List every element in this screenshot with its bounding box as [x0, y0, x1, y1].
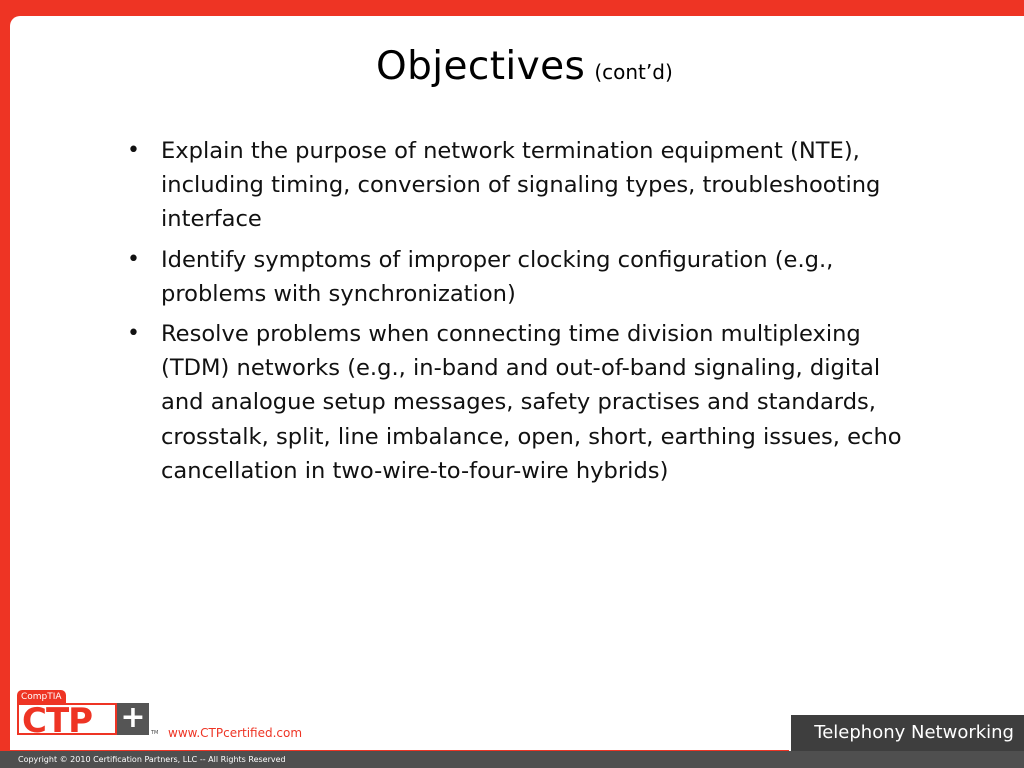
plus-icon: + [117, 703, 149, 735]
ctp-logo-box [17, 701, 117, 741]
bullet-text: Resolve problems when connecting time division multiplexing (TDM) networks (e.g., in-band and out-of-band signaling, digital and analogue setup messages, safety practises and standards, crosstalk, split, line imbalance, open, short, earthing issues, echo cancellation in two-wire-to-four-wire hybrids) [161, 321, 902, 484]
bullet-list [118, 134, 918, 494]
copyright-footer: Copyright © 2010 Certification Partners, LLC -- All Rights Reserved [0, 751, 1024, 768]
ctp-logo-text: CTP [22, 701, 93, 741]
bullet-item [118, 243, 918, 311]
bullet-icon: • [127, 321, 140, 347]
bullet-text: Explain the purpose of network termination equipment (NTE), including timing, conversion of signaling types, troubleshooting interface [161, 138, 881, 233]
ctp-logo [17, 690, 159, 744]
bullet-icon: • [127, 138, 140, 163]
trademark-mark: TM [151, 730, 159, 736]
bullet-text: Identify symptoms of improper clocking configuration (e.g., problems with synchronization) [161, 246, 834, 307]
topic-label: Telephony Networking [789, 715, 1024, 751]
title-main: Objectives [376, 44, 586, 89]
website-link[interactable]: www.CTPcertified.com [168, 726, 303, 740]
bullet-icon: • [127, 246, 140, 272]
slide-title [376, 44, 1016, 89]
bullet-item [118, 134, 918, 237]
bullet-item [118, 317, 918, 488]
title-suffix: (cont’d) [594, 60, 673, 84]
comptia-label: CompTIA [17, 690, 66, 704]
